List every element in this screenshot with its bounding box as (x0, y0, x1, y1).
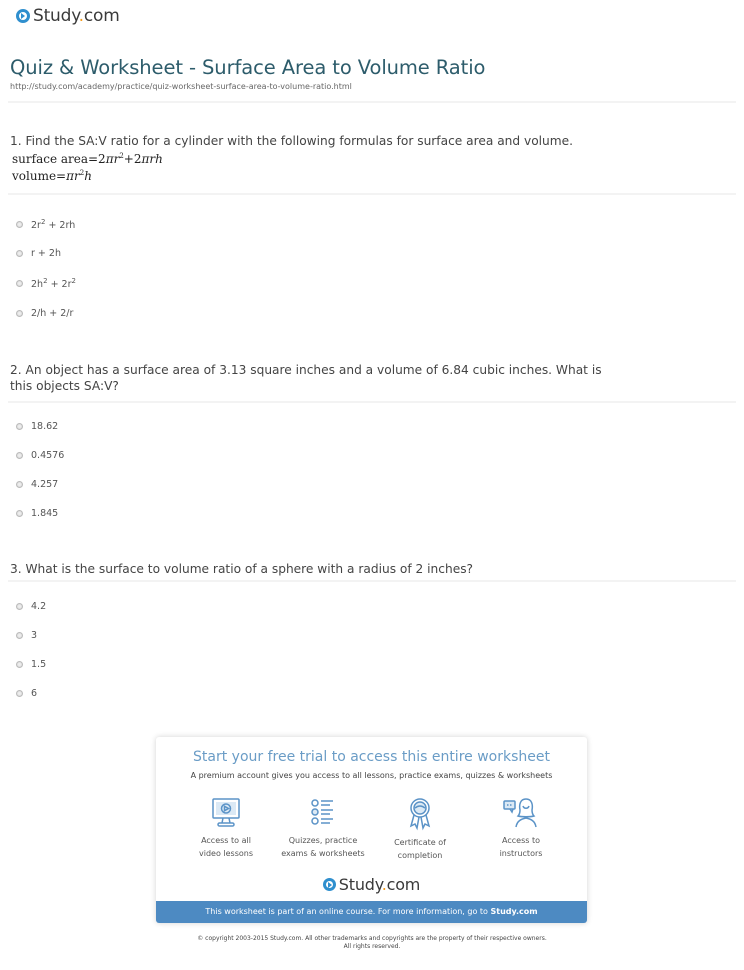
radio-button[interactable] (16, 250, 23, 257)
feature-label: Access to all video lessons (198, 836, 253, 858)
option-label: 1.845 (31, 508, 59, 519)
option-label: 3 (31, 630, 38, 641)
study-com-link[interactable]: Study.com (490, 907, 538, 916)
feature-label: Quizzes, practice exams & worksheets (281, 836, 365, 858)
feature-quizzes (273, 797, 373, 860)
option-label: 0.4576 (31, 450, 65, 461)
radio-button[interactable] (16, 661, 23, 668)
divider (8, 101, 736, 103)
option-q3-c[interactable] (16, 659, 46, 670)
logo-text: Study.com (338, 875, 421, 894)
option-q2-a[interactable] (16, 421, 58, 432)
study-logo[interactable] (16, 6, 120, 26)
radio-button[interactable] (16, 481, 23, 488)
feature-certificate (370, 797, 470, 862)
free-trial-promo (156, 737, 587, 923)
option-q2-c[interactable] (16, 479, 58, 490)
promo-subtitle: A premium account gives you access to all lessons, practice exams, quizzes & worksheets (190, 771, 553, 780)
radio-button[interactable] (16, 280, 23, 287)
radio-button[interactable] (16, 690, 23, 697)
promo-title[interactable]: Start your free trial to access this entire worksheet (193, 749, 550, 765)
option-label: 2/h + 2/r (31, 308, 74, 319)
option-q1-c[interactable] (16, 277, 76, 290)
option-q1-d[interactable] (16, 308, 73, 319)
radio-button[interactable] (16, 510, 23, 517)
option-label: $2h^2 + 2r^2$ (31, 277, 76, 291)
radio-button[interactable] (16, 632, 23, 639)
option-label: 18.62 (31, 421, 59, 432)
option-q1-b[interactable] (16, 248, 61, 259)
divider (8, 580, 736, 582)
radio-button[interactable] (16, 603, 23, 610)
feature-label: Access to instructors (499, 836, 543, 858)
option-label: 4.257 (31, 479, 59, 490)
radio-button[interactable] (16, 310, 23, 317)
promo-study-logo[interactable] (156, 875, 587, 894)
option-q3-a[interactable] (16, 601, 46, 612)
radio-button[interactable] (16, 452, 23, 459)
option-q3-b[interactable] (16, 630, 37, 641)
question-3: 3. What is the surface to volume ratio of a sphere with a radius of 2 inches? (10, 562, 474, 576)
quiz-list-icon (306, 797, 340, 829)
formula-surface-area: surface $area=2\pi r^2+2\pi rh$ (12, 152, 163, 166)
logo-text: Study.com (33, 6, 120, 26)
course-info-bar: This worksheet is part of an online course. For more information, go to Study.com (156, 901, 587, 923)
option-q2-d[interactable] (16, 508, 58, 519)
radio-button[interactable] (16, 221, 23, 228)
option-label: 4.2 (31, 601, 47, 612)
page-url: http://study.com/academy/practice/quiz-worksheet-surface-area-to-volume-ratio.html (10, 82, 352, 91)
formula-volume: $volume=\pi r^2h$ (12, 169, 92, 183)
option-q3-d[interactable] (16, 688, 37, 699)
divider (8, 193, 736, 195)
option-label: r + 2h (31, 248, 61, 259)
option-q2-b[interactable] (16, 450, 64, 461)
option-label: $2r^2 + 2rh$ (31, 218, 76, 232)
question-1: 1. Find the SA:V ratio for a cylinder with the following formulas for surface area and volume. (10, 134, 574, 148)
feature-instructors (471, 797, 571, 860)
feature-label: Certificate of completion (394, 838, 446, 860)
option-q1-a[interactable] (16, 218, 75, 231)
play-icon (323, 878, 336, 891)
copyright-footer: © copyright 2003-2015 Study.com. All other trademarks and copyrights are the property of their respective owners. All rights reserved. (197, 935, 547, 950)
option-label: 1.5 (31, 659, 47, 670)
play-icon (16, 9, 30, 23)
instructor-icon (502, 797, 540, 829)
divider (8, 401, 736, 403)
certificate-icon (403, 797, 437, 831)
question-2: 2. An object has a surface area of 3.13 square inches and a volume of 6.84 cubic inches. What is this objects SA:V? (10, 363, 602, 393)
feature-video-lessons (176, 797, 276, 860)
option-label: 6 (31, 688, 38, 699)
page-title: Quiz & Worksheet - Surface Area to Volume Ratio (10, 56, 486, 79)
radio-button[interactable] (16, 423, 23, 430)
video-lesson-icon (209, 797, 243, 829)
